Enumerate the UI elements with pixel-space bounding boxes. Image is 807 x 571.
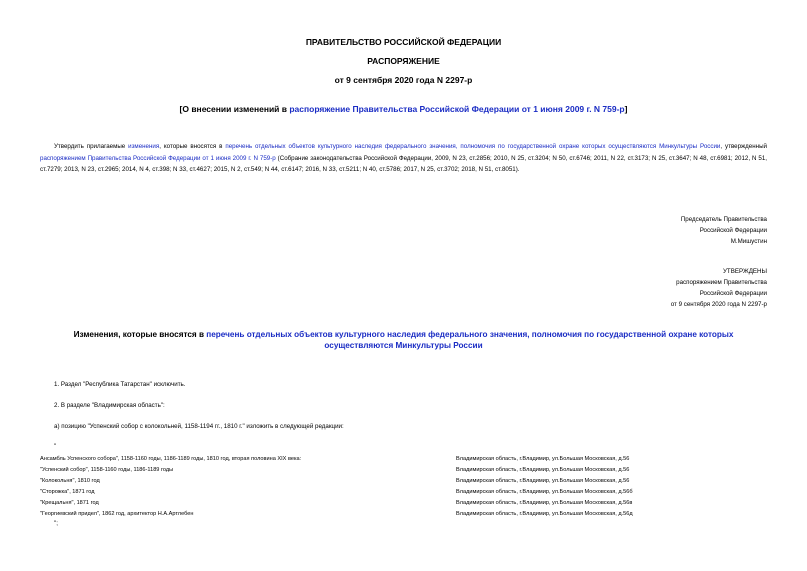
government-title: ПРАВИТЕЛЬСТВО РОССИЙСКОЙ ФЕДЕРАЦИИ (305, 37, 502, 47)
table-row (40, 511, 767, 522)
p1-text-d: (Собрание законодательства Российской Федерации, 2009, N 23, ст.2856; 2010, N 25, ст.3204; N 50, ст.6746; 2011, N 22, ст.3173; N 25, ст.3647; N 48, ст.6981; 2012, N 51, ст.7279; 2013, N 23, ст.2965; 2014, N 4, ст.398; N 33, ст.4627; 2015, N 2, ст.549; N 44, ст.6147; 2016, N 33, ст.5211; N 40, ст.5786; 2017, N 25, ст.3702; 2018, N 51, ст.8051). (40, 154, 767, 173)
object-address: Владимирская область, г.Владимир, ул.Большая Московская, д.56в (456, 500, 633, 506)
approved-line-2: распоряжением Правительства (676, 279, 767, 286)
changes-title-link[interactable]: перечень отдельных объектов культурного наследия федерального значения, полномочия по государственной охране которых осуществляются Минкультуры России (206, 330, 734, 350)
object-name: "Успенский собор", 1158-1160 годы, 1186-1189 годы (40, 467, 174, 473)
p1-text-b: , которые вносятся в (159, 143, 226, 150)
approved-line-4: от 9 сентября 2020 года N 2297-р (670, 301, 767, 308)
signature-line-3: М.Мишустин (730, 238, 767, 245)
p1-text-c: , утвержденный (720, 143, 767, 150)
changes-title-prefix: Изменения, которые вносятся в (73, 330, 207, 339)
table-row (40, 467, 767, 478)
table-row (40, 500, 767, 511)
p1-text-a: Утвердить прилагаемые (54, 143, 129, 150)
object-name: "Георгиевский придел", 1862 год, архитектор Н.А.Артлебен (40, 511, 194, 517)
quote-open: " (54, 443, 57, 450)
approved-line-3: Российской Федерации (699, 290, 767, 297)
list-link[interactable]: перечень отдельных объектов культурного наследия федерального значения, полномочия по государственной охране которых осуществляются Минкультуры России (225, 143, 721, 150)
object-name: "Колокольня", 1810 год (40, 478, 100, 484)
subject-link[interactable]: распоряжение Правительства Российской Федерации от 1 июня 2009 г. N 759-р (289, 104, 625, 114)
object-address: Владимирская область, г.Владимир, ул.Большая Московская, д.56 (456, 478, 630, 484)
order-link[interactable]: распоряжением Правительства Российской Федерации от 1 июня 2009 г. N 759-р (40, 154, 276, 162)
document-date-number: от 9 сентября 2020 года N 2297-р (334, 75, 473, 85)
quote-close: "; (54, 520, 58, 527)
object-name: Ансамбль Успенского собора", 1158-1160 годы, 1186-1189 годы, 1810 год, вторая половина XIX века: (40, 456, 302, 462)
object-name: "Сторожка", 1871 год (40, 489, 95, 495)
approved-line-1: УТВЕРЖДЕНЫ (723, 268, 767, 275)
subject-prefix: [О внесении изменений в (179, 104, 290, 114)
signature-block (681, 214, 767, 247)
object-address: Владимирская область, г.Владимир, ул.Большая Московская, д.56 (456, 467, 630, 473)
subject-suffix: ] (624, 104, 628, 114)
signature-line-1: Председатель Правительства (680, 216, 767, 223)
item-2a: а) позицию "Успенский собор с колокольней, 1158-1194 гг., 1810 г." изложить в следующей редакции: (54, 423, 344, 430)
approved-block (671, 266, 767, 310)
table-row (40, 456, 767, 467)
main-paragraph (40, 141, 767, 176)
document-subject (0, 104, 807, 114)
table-row (40, 489, 767, 500)
changes-link[interactable]: изменения (128, 143, 160, 150)
changes-title (40, 329, 767, 351)
object-name: "Крещальня", 1871 год (40, 500, 99, 506)
object-address: Владимирская область, г.Владимир, ул.Большая Московская, д.56б (456, 489, 633, 495)
document-type: РАСПОРЯЖЕНИЕ (367, 56, 440, 66)
item-2: 2. В разделе "Владимирская область": (54, 402, 165, 409)
item-1: 1. Раздел "Республика Татарстан" исключить. (54, 381, 186, 388)
object-address: Владимирская область, г.Владимир, ул.Большая Московская, д.56д (456, 511, 633, 517)
signature-line-2: Российской Федерации (699, 227, 767, 234)
object-address: Владимирская область, г.Владимир, ул.Большая Московская, д.56 (456, 456, 630, 462)
table-row (40, 478, 767, 489)
